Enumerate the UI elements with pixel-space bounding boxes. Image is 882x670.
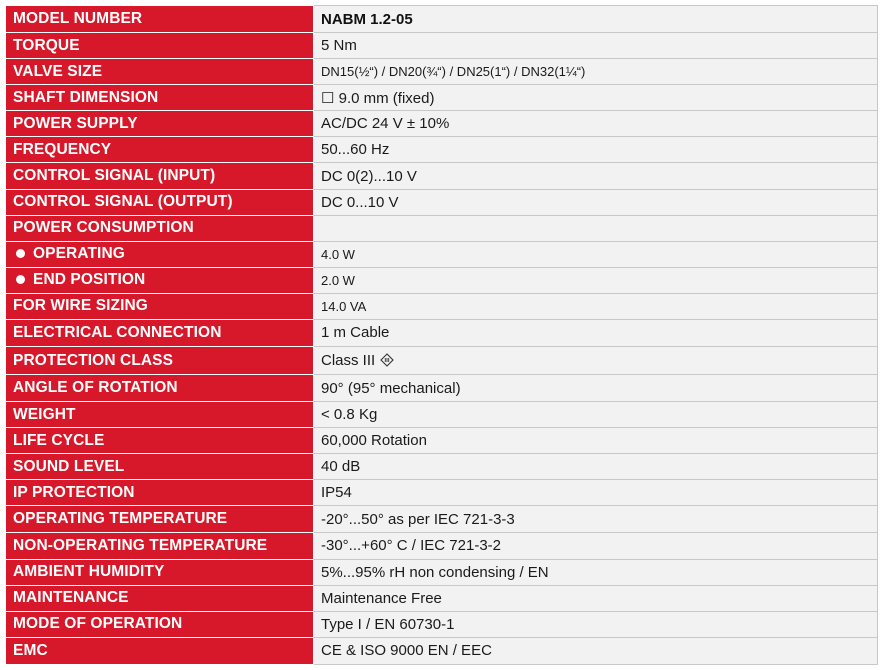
spec-label-text: OPERATING bbox=[33, 245, 125, 263]
bullet-icon bbox=[16, 275, 25, 284]
spec-value: 90° (95° mechanical) bbox=[314, 375, 878, 402]
table-row bbox=[6, 375, 878, 402]
spec-value: < 0.8 Kg bbox=[314, 402, 878, 428]
table-row bbox=[6, 59, 878, 85]
spec-value: 2.0 W bbox=[314, 267, 878, 293]
spec-value: 4.0 W bbox=[314, 241, 878, 267]
table-row bbox=[6, 111, 878, 137]
spec-label: POWER SUPPLY bbox=[6, 111, 314, 137]
table-row bbox=[6, 585, 878, 611]
spec-label: IP PROTECTION bbox=[6, 480, 314, 506]
table-row bbox=[6, 267, 878, 293]
table-row bbox=[6, 637, 878, 664]
spec-value: 14.0 VA bbox=[314, 293, 878, 319]
table-row bbox=[6, 454, 878, 480]
table-row bbox=[6, 241, 878, 267]
table-row bbox=[6, 319, 878, 346]
spec-label: MAINTENANCE bbox=[6, 585, 314, 611]
spec-label: OPERATING TEMPERATURE bbox=[6, 506, 314, 532]
table-row bbox=[6, 611, 878, 637]
table-row bbox=[6, 137, 878, 163]
spec-value: -30°...+60° C / IEC 721-3-2 bbox=[314, 532, 878, 559]
spec-value: DN15(½“) / DN20(¾“) / DN25(1“) / DN32(1¼“) bbox=[314, 59, 878, 85]
spec-label: WEIGHT bbox=[6, 402, 314, 428]
spec-value: 50...60 Hz bbox=[314, 137, 878, 163]
spec-label: CONTROL SIGNAL (INPUT) bbox=[6, 163, 314, 189]
spec-value: 40 dB bbox=[314, 454, 878, 480]
spec-label: SOUND LEVEL bbox=[6, 454, 314, 480]
spec-value: CE & ISO 9000 EN / EEC bbox=[314, 637, 878, 664]
table-row bbox=[6, 428, 878, 454]
spec-label: FREQUENCY bbox=[6, 137, 314, 163]
spec-value bbox=[314, 215, 878, 241]
spec-value: 1 m Cable bbox=[314, 319, 878, 346]
spec-label-text: END POSITION bbox=[33, 271, 146, 289]
table-row bbox=[6, 347, 878, 375]
bullet-icon bbox=[16, 249, 25, 258]
spec-label: ANGLE OF ROTATION bbox=[6, 375, 314, 402]
spec-label: VALVE SIZE bbox=[6, 59, 314, 85]
table-row bbox=[6, 480, 878, 506]
table-row bbox=[6, 33, 878, 59]
class-iii-symbol-icon bbox=[380, 353, 394, 367]
table-row bbox=[6, 402, 878, 428]
spec-value: 60,000 Rotation bbox=[314, 428, 878, 454]
spec-value: DC 0...10 V bbox=[314, 189, 878, 215]
table-row bbox=[6, 293, 878, 319]
spec-value-model-number: NABM 1.2-05 bbox=[314, 6, 878, 33]
spec-label: FOR WIRE SIZING bbox=[6, 293, 314, 319]
table-row bbox=[6, 559, 878, 585]
spec-label: MODE OF OPERATION bbox=[6, 611, 314, 637]
spec-value: Maintenance Free bbox=[314, 585, 878, 611]
spec-label: NON-OPERATING TEMPERATURE bbox=[6, 532, 314, 559]
spec-label: MODEL NUMBER bbox=[6, 6, 314, 33]
spec-value: 5%...95% rH non condensing / EN bbox=[314, 559, 878, 585]
spec-label: AMBIENT HUMIDITY bbox=[6, 559, 314, 585]
spec-value: AC/DC 24 V ± 10% bbox=[314, 111, 878, 137]
spec-label: ELECTRICAL CONNECTION bbox=[6, 319, 314, 346]
table-row bbox=[6, 532, 878, 559]
spec-value-protection-class bbox=[314, 347, 878, 375]
table-row bbox=[6, 6, 878, 33]
spec-label: SHAFT DIMENSION bbox=[6, 85, 314, 111]
table-row bbox=[6, 85, 878, 111]
spec-label: PROTECTION CLASS bbox=[6, 347, 314, 375]
table-row bbox=[6, 506, 878, 532]
protection-class-text: Class III bbox=[321, 352, 376, 370]
spec-value: Type I / EN 60730-1 bbox=[314, 611, 878, 637]
spec-label: POWER CONSUMPTION bbox=[6, 215, 314, 241]
table-row bbox=[6, 163, 878, 189]
spec-label: EMC bbox=[6, 637, 314, 664]
spec-label: CONTROL SIGNAL (OUTPUT) bbox=[6, 189, 314, 215]
table-row bbox=[6, 189, 878, 215]
spec-value: 5 Nm bbox=[314, 33, 878, 59]
spec-value: -20°...50° as per IEC 721-3-3 bbox=[314, 506, 878, 532]
table-row bbox=[6, 215, 878, 241]
spec-label-sub bbox=[6, 267, 314, 293]
spec-value: ☐ 9.0 mm (fixed) bbox=[314, 85, 878, 111]
spec-label: LIFE CYCLE bbox=[6, 428, 314, 454]
spec-label-sub bbox=[6, 241, 314, 267]
spec-value: IP54 bbox=[314, 480, 878, 506]
spec-table bbox=[5, 5, 878, 665]
spec-label: TORQUE bbox=[6, 33, 314, 59]
spec-value: DC 0(2)...10 V bbox=[314, 163, 878, 189]
